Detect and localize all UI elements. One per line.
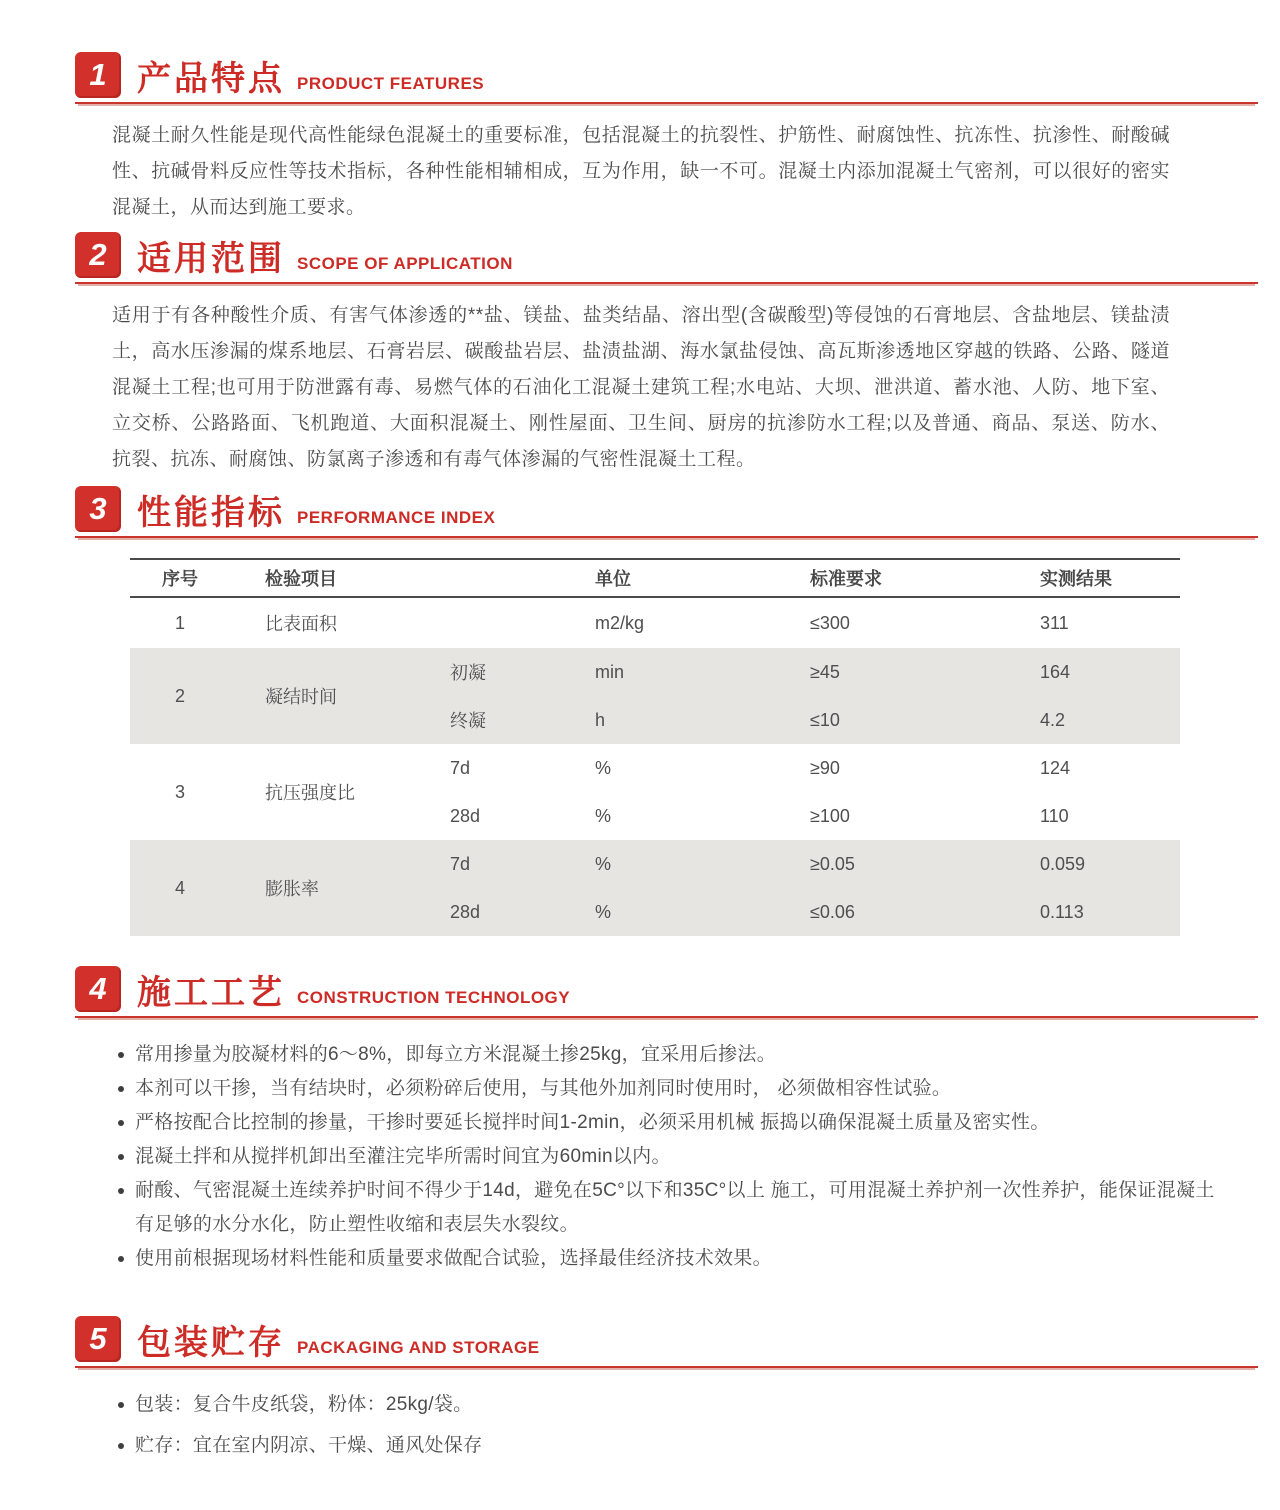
section-subtitle-en: CONSTRUCTION TECHNOLOGY [297, 988, 571, 1007]
cell-result: 110 [1040, 805, 1069, 826]
cell-sub: 28d [450, 805, 481, 826]
performance-table [130, 558, 1180, 936]
cell-result: 0.113 [1040, 901, 1084, 922]
list-item [118, 1072, 1218, 1106]
section-number-badge: 2 [75, 232, 121, 278]
section-subtitle-en: PERFORMANCE INDEX [297, 508, 496, 527]
bullet-text: 贮存：宜在室内阴凉、干燥、通风处保存 [135, 1435, 483, 1456]
cell-no: 3 [174, 781, 185, 802]
section-header [75, 232, 1258, 284]
cell-result: 311 [1040, 612, 1069, 633]
features-paragraph: 混凝土耐久性能是现代高性能绿色混凝土的重要标准，包括混凝土的抗裂性、护筋性、耐腐蚀性、抗冻性、抗渗性、耐酸碱性、抗碱骨料反应性等技术指标，各种性能相辅相成，互为作用，缺一不可。混凝土内添加混凝土气密剂，可以很好的密实混凝土，从而达到施工要求。 [112, 125, 1170, 218]
cell-standard: ≤300 [810, 612, 850, 633]
cell-standard: ≤10 [810, 709, 840, 730]
col-header-result: 实测结果 [1040, 569, 1112, 589]
section-number-badge: 4 [75, 966, 121, 1012]
section-subtitle-en: PRODUCT FEATURES [297, 74, 485, 93]
col-header-standard: 标准要求 [810, 569, 882, 589]
list-item [118, 1106, 1218, 1140]
section-number-badge: 5 [75, 1316, 121, 1362]
cell-unit: min [595, 661, 625, 682]
bullet-text: 本剂可以干掺，当有结块时，必须粉碎后使用，与其他外加剂同时使用时， 必须做相容性试验。 [135, 1078, 952, 1099]
bullet-text: 混凝土拌和从搅拌机卸出至灌注完毕所需时间宜为60min以内。 [135, 1146, 671, 1167]
section-packaging-and-storage [0, 1316, 1280, 1463]
section-subtitle-en: SCOPE OF APPLICATION [297, 254, 513, 273]
cell-item: 凝结时间 [265, 687, 337, 707]
bullet-text: 常用掺量为胶凝材料的6～8%，即每立方米混凝土掺25kg，宜采用后掺法。 [135, 1044, 777, 1065]
section-header [75, 486, 1258, 538]
cell-unit: % [595, 853, 612, 874]
bullet-text: 包装：复合牛皮纸袋，粉体：25kg/袋。 [135, 1394, 473, 1415]
list-item [118, 1388, 1218, 1422]
cell-item: 比表面积 [265, 614, 337, 634]
section-header [75, 52, 1258, 104]
list-item [118, 1174, 1218, 1242]
col-header-item: 检验项目 [265, 569, 337, 589]
cell-standard: ≥90 [810, 757, 840, 778]
col-header-no: 序号 [162, 569, 198, 589]
table-header-row [130, 558, 1180, 598]
cell-result: 4.2 [1040, 709, 1066, 730]
section-title: 包装贮存 [137, 1324, 285, 1362]
list-item [118, 1429, 1218, 1463]
section-title: 产品特点 [137, 60, 285, 98]
bullet-text: 严格按配合比控制的掺量，干掺时要延长搅拌时间1-2min，必须采用机械 振捣以确保混凝土质量及密实性。 [135, 1112, 1050, 1133]
cell-sub: 初凝 [450, 663, 486, 683]
list-item [118, 1140, 1218, 1174]
cell-no: 1 [174, 612, 185, 633]
section-number-badge: 3 [75, 486, 121, 532]
cell-sub: 7d [450, 757, 471, 778]
cell-no: 2 [174, 685, 185, 706]
cell-unit: m2/kg [595, 612, 645, 633]
table-row-group [130, 840, 1180, 936]
bullet-icon [118, 1154, 124, 1160]
construction-bullet-list [118, 1038, 1218, 1276]
bullet-icon [118, 1402, 124, 1408]
cell-result: 124 [1040, 757, 1071, 778]
section-title: 适用范围 [137, 240, 285, 278]
col-header-unit: 单位 [595, 569, 631, 589]
list-item [118, 1242, 1218, 1276]
cell-result: 164 [1040, 661, 1071, 682]
section-product-features [0, 52, 1280, 226]
cell-no: 4 [174, 877, 185, 898]
cell-item: 抗压强度比 [265, 783, 355, 803]
section-title: 性能指标 [137, 494, 285, 532]
cell-standard: ≥0.05 [810, 853, 855, 874]
section-performance-index [0, 486, 1280, 936]
section-construction-technology [0, 966, 1280, 1276]
cell-standard: ≤0.06 [810, 901, 855, 922]
cell-unit: % [595, 805, 612, 826]
cell-result: 0.059 [1040, 853, 1086, 874]
cell-item: 膨胀率 [265, 879, 319, 899]
table-row-group [130, 648, 1180, 744]
section-title: 施工工艺 [137, 974, 285, 1012]
table-row-group [130, 744, 1180, 840]
packaging-bullet-list [118, 1388, 1218, 1463]
section-header [75, 966, 1258, 1018]
cell-unit: h [595, 709, 606, 730]
cell-sub: 28d [450, 901, 481, 922]
cell-unit: % [595, 757, 612, 778]
section-header [75, 1316, 1258, 1368]
section-subtitle-en: PACKAGING AND STORAGE [297, 1338, 540, 1357]
cell-sub: 7d [450, 853, 471, 874]
bullet-icon [118, 1188, 124, 1194]
cell-standard: ≥100 [810, 805, 850, 826]
section-scope-of-application [0, 232, 1280, 478]
cell-standard: ≥45 [810, 661, 840, 682]
bullet-text: 使用前根据现场材料性能和质量要求做配合试验，选择最佳经济技术效果。 [135, 1248, 772, 1269]
bullet-text: 耐酸、气密混凝土连续养护时间不得少于14d，避免在5C°以下和35C°以上 施工，可用混凝土养护剂一次性养护，能保证混凝土有足够的水分水化，防止塑性收缩和表层失水裂纹。 [135, 1180, 1215, 1235]
list-item [118, 1038, 1218, 1072]
bullet-icon [118, 1052, 124, 1058]
cell-sub: 终凝 [450, 711, 486, 731]
bullet-icon [118, 1120, 124, 1126]
cell-unit: % [595, 901, 612, 922]
bullet-icon [118, 1443, 124, 1449]
bullet-icon [118, 1086, 124, 1092]
bullet-icon [118, 1256, 124, 1262]
table-row [130, 598, 1180, 648]
section-number-badge: 1 [75, 52, 121, 98]
scope-paragraph: 适用于有各种酸性介质、有害气体渗透的**盐、镁盐、盐类结晶、溶出型(含碳酸型)等侵蚀的石膏地层、含盐地层、镁盐渍土，高水压渗漏的煤系地层、石膏岩层、碳酸盐岩层、盐渍盐湖、海水氯盐侵蚀、高瓦斯渗透地区穿越的铁路、公路、隧道混凝土工程;也可用于防泄露有毒、易燃气体的石油化工混凝土建筑工程;水电站、大坝、泄洪道、蓄水池、人防、地下室、立交桥、公路路面、飞机跑道、大面积混凝土、刚性屋面、卫生间、厨房的抗渗防水工程;以及普通、商品、泵送、防水、抗裂、抗冻、耐腐蚀、防氯离子渗透和有毒气体渗漏的气密性混凝土工程。 [112, 305, 1170, 470]
